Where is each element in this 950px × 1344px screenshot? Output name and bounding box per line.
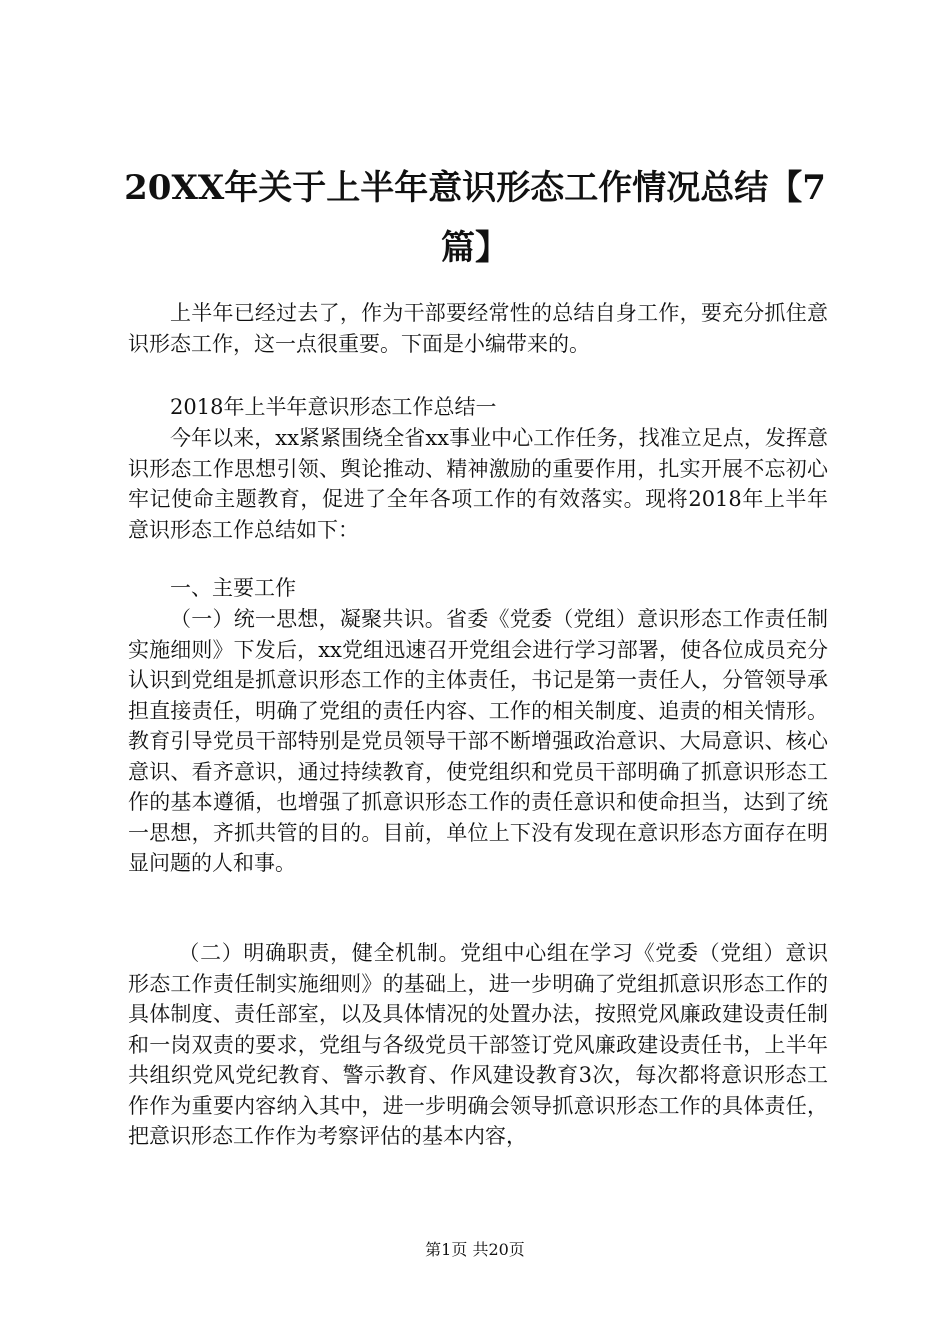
- paragraph-1: 今年以来，xx紧紧围绕全省xx事业中心工作任务，找准立足点，发挥意识形态工作思想引领、舆论推动、精神激励的重要作用，扎实开展不忘初心牢记使命主题教育，促进了全年各项工作的有效落实。现将2018年上半年意识形态工作总结如下：: [128, 426, 828, 542]
- heading-main-work: 一、主要工作: [170, 576, 296, 600]
- document-title: 20XX年关于上半年意识形态工作情况总结【7篇】: [124, 168, 826, 268]
- section-title: 2018年上半年意识形态工作总结一: [170, 395, 497, 419]
- page-footer: 第1页 共20页: [425, 1240, 525, 1259]
- intro-paragraph: 上半年已经过去了，作为干部要经常性的总结自身工作，要充分抓住意识形态工作，这一点很重要。下面是小编带来的。: [128, 301, 828, 356]
- paragraph-2: （一）统一思想，凝聚共识。省委《党委（党组）意识形态工作责任制实施细则》下发后，xx党组迅速召开党组会进行学习部署，使各位成员充分认识到党组是抓意识形态工作的主体责任，书记是第一责任人，分管领导承担直接责任，明确了党组的责任内容、工作的相关制度、追责的相关情形。教育引导党员干部特别是党员领导干部不断增强政治意识、大局意识、核心意识、看齐意识，通过持续教育，使党组织和党员干部明确了抓意识形态工作的基本遵循，也增强了抓意识形态工作的责任意识和使命担当，达到了统一思想，齐抓共管的目的。目前，单位上下没有发现在意识形态方面存在明显问题的人和事。: [128, 607, 828, 875]
- paragraph-3: （二）明确职责，健全机制。党组中心组在学习《党委（党组）意识形态工作责任制实施细则》的基础上，进一步明确了党组抓意识形态工作的具体制度、责任部室，以及具体情况的处置办法，按照党风廉政建设责任制和一岗双责的要求，党组与各级党员干部签订党风廉政建设责任书，上半年共组织党风党纪教育、警示教育、作风建设教育3次，每次都将意识形态工作作为重要内容纳入其中，进一步明确会领导抓意识形态工作的具体责任，把意识形态工作作为考察评估的基本内容，: [128, 941, 828, 1148]
